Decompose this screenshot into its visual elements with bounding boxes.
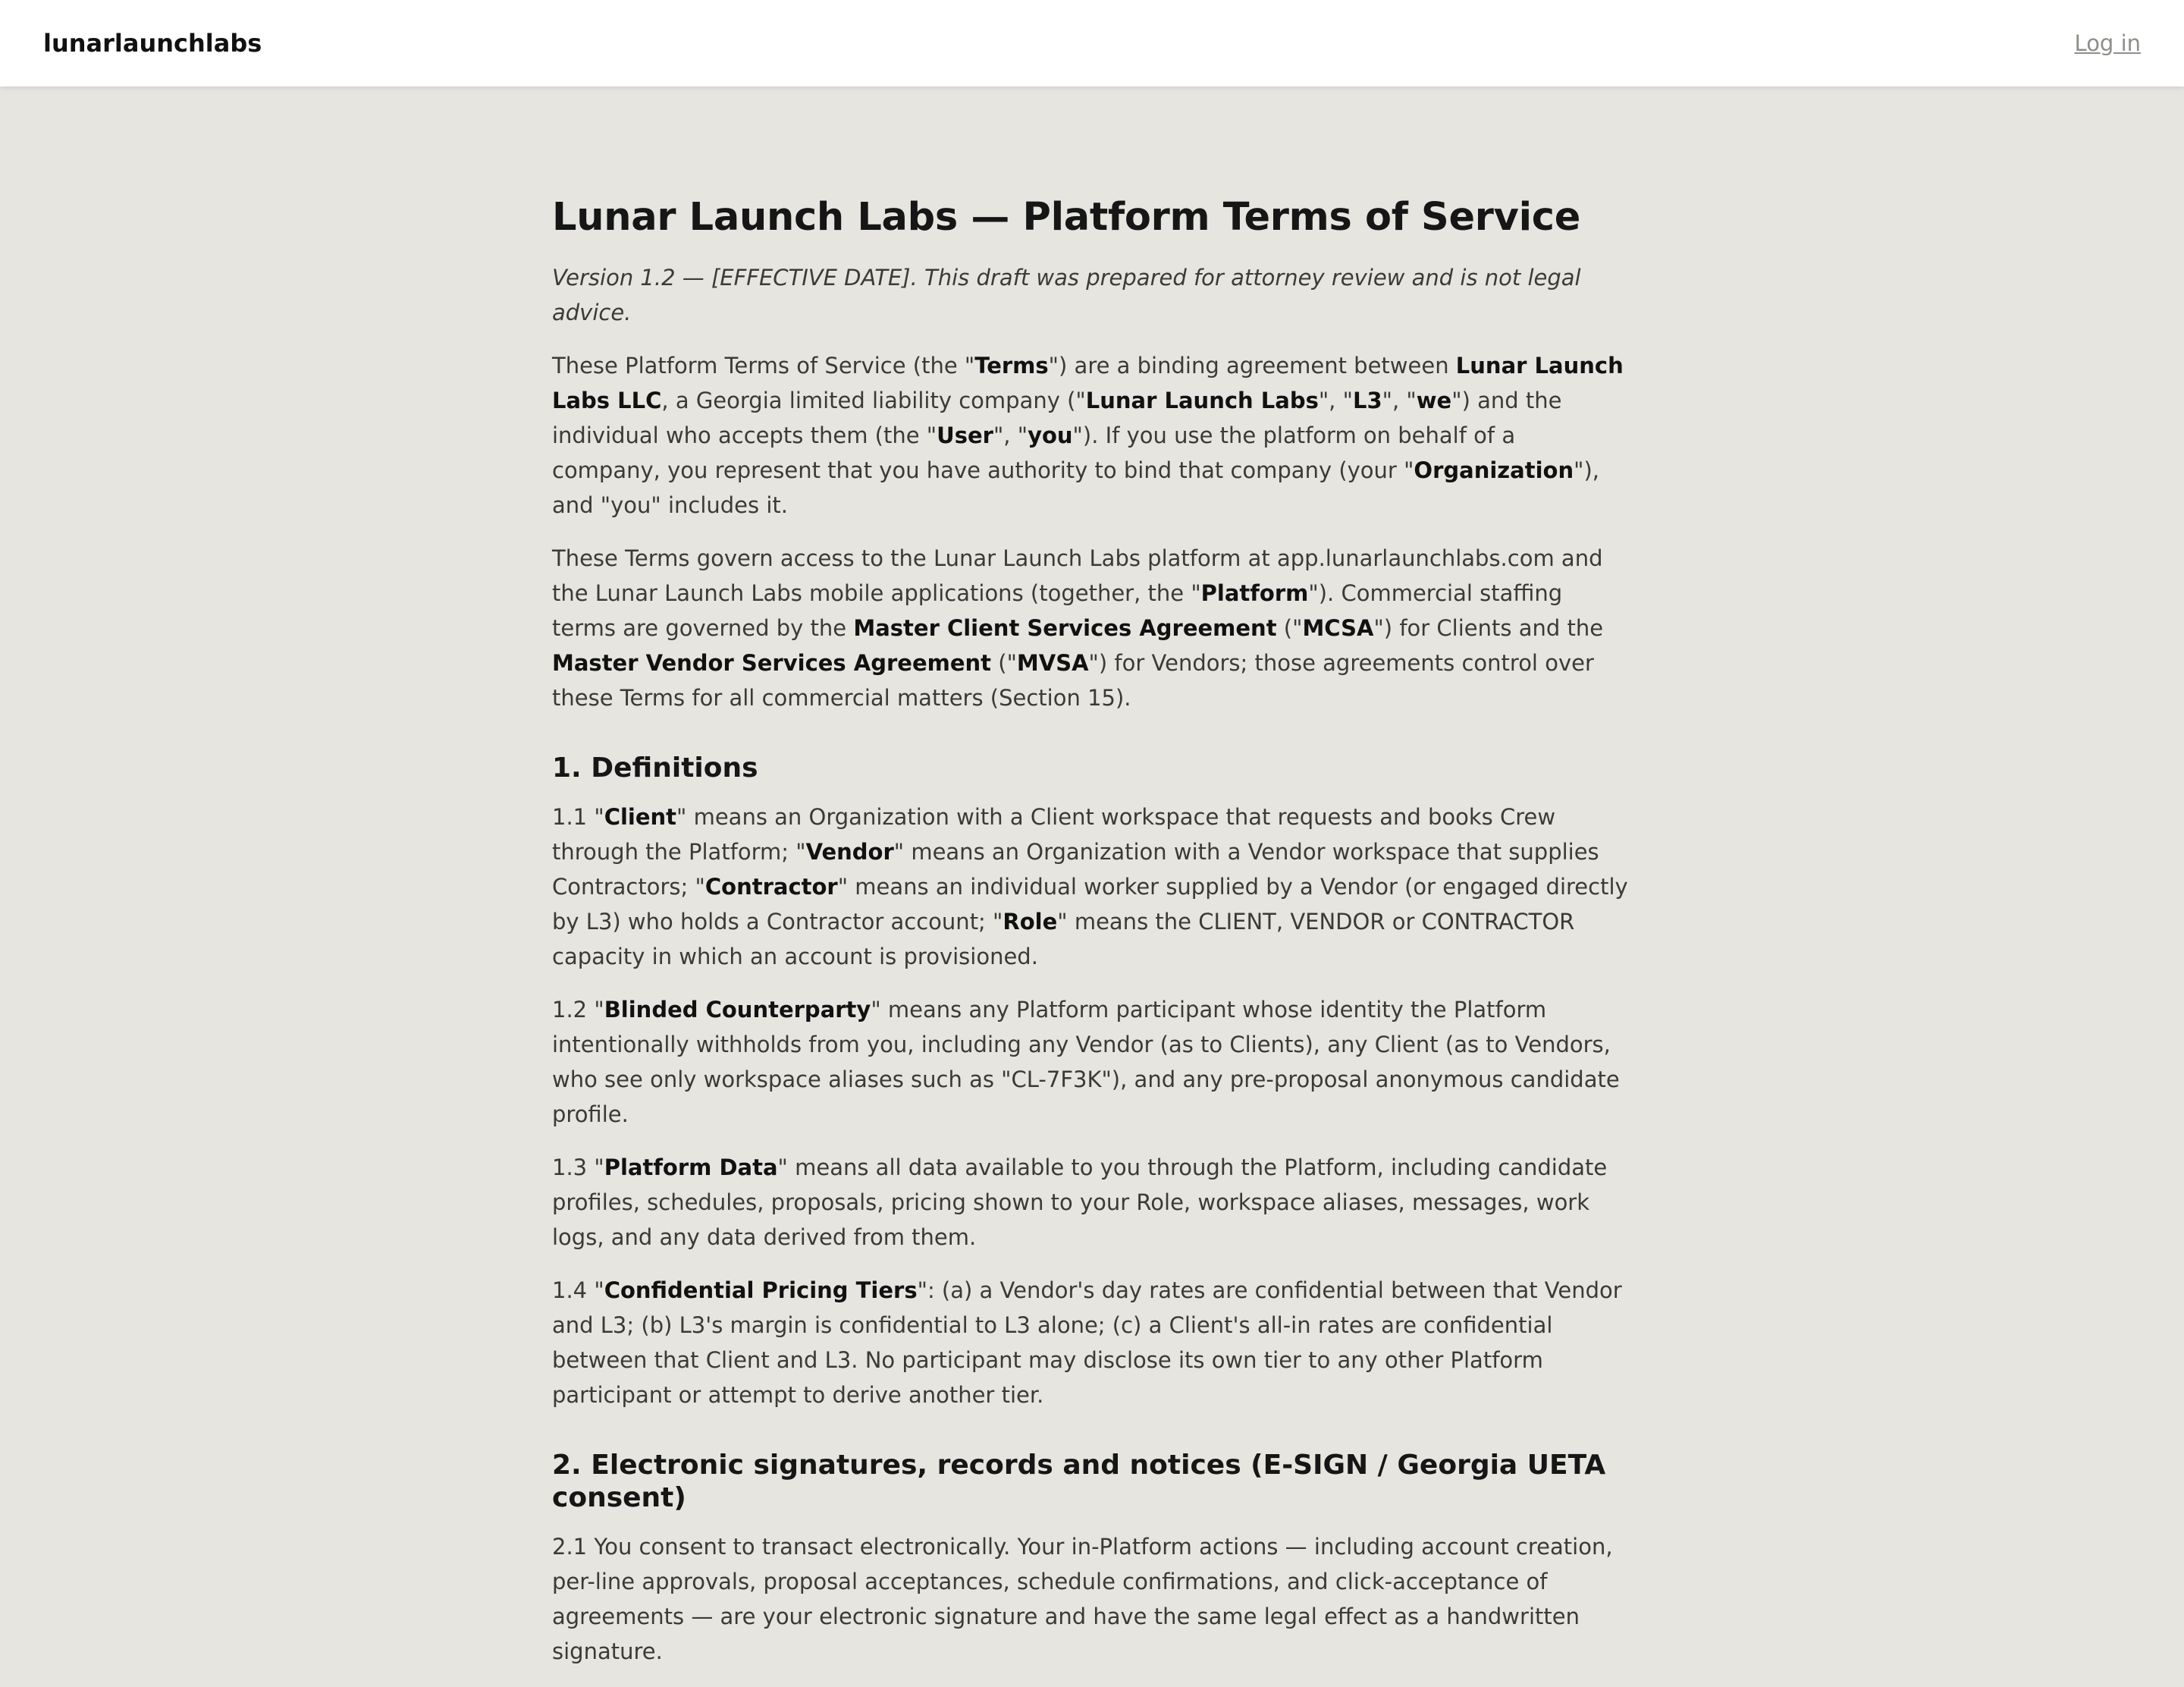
defined-term: MVSA bbox=[1016, 649, 1089, 676]
login-link[interactable]: Log in bbox=[2074, 30, 2141, 56]
intro-paragraph: These Terms govern access to the Lunar Launch Labs platform at app.lunarlaunchlabs.com and the Lunar Launch Labs mobile applications (together, the "Platform"). Commercial staffing terms are governed by the Master Client Services Agreement ("MCSA") for Clients and the Master Vendor Services Agreement ("MVSA") for Vendors; those agreements control over these Terms for all commercial matters (Section 15). bbox=[552, 545, 1604, 711]
clause-paragraph: 2.1 You consent to transact electronically. Your in-Platform actions — including account creation, per-line approvals, proposal acceptances, schedule confirmations, and click-acceptance of agreements — are your electronic signature and have the same legal effect as a handwritten signature. bbox=[552, 1534, 1613, 1665]
defined-term: Client bbox=[604, 803, 677, 830]
intro-paragraph: These Platform Terms of Service (the "Terms") are a binding agreement between Lunar Launch Labs LLC, a Georgia limited liability company ("Lunar Launch Labs", "L3", "we") and the individual who accepts them (the "User", "you"). If you use the platform on behalf of a company, you represent that you have authority to bind that company (your "Organization"), and "you" includes it. bbox=[552, 352, 1624, 518]
defined-term: Platform Data bbox=[604, 1154, 778, 1180]
clause-paragraph: 1.1 "Client" means an Organization with a Client workspace that requests and books Crew through the Platform; "Vendor" means an Organization with a Vendor workspace that supplies Contractors; "Contractor" means an individual worker supplied by a Vendor (or engaged directly by L3) who holds a Contractor account; "Role" means the CLIENT, VENDOR or CONTRACTOR capacity in which an account is provisioned. bbox=[552, 803, 1628, 969]
top-nav-bar bbox=[0, 0, 2184, 86]
brand-logo[interactable]: lunarlaunchlabs bbox=[43, 29, 262, 58]
defined-term: we bbox=[1416, 387, 1452, 413]
terms-section bbox=[552, 1449, 1630, 1669]
defined-term: User bbox=[937, 422, 993, 448]
defined-term: MCSA bbox=[1302, 614, 1374, 641]
defined-term: you bbox=[1028, 422, 1073, 448]
defined-term: Terms bbox=[974, 352, 1049, 379]
section-heading: 1. Definitions bbox=[552, 752, 758, 784]
clause-paragraph: 1.2 "Blinded Counterparty" means any Platform participant whose identity the Platform intentionally withholds from you, including any Vendor (as to Clients), any Client (as to Vendors, who see only workspace aliases such as "CL-7F3K"), and any pre-proposal anonymous candidate profile. bbox=[552, 996, 1620, 1127]
defined-term: Contractor bbox=[704, 873, 838, 900]
version-note: Version 1.2 — [EFFECTIVE DATE]. This draft was prepared for attorney review and is not legal advice. bbox=[552, 264, 1581, 325]
intro-section bbox=[552, 348, 1630, 715]
section-heading: 2. Electronic signatures, records and notices (E-SIGN / Georgia UETA consent) bbox=[552, 1449, 1606, 1514]
clause-paragraph: 1.4 "Confidential Pricing Tiers": (a) a Vendor's day rates are confidential between that Vendor and L3; (b) L3's margin is confidential to L3 alone; (c) a Client's all-in rates are confidential between that Client and L3. No participant may disclose its own tier to any other Platform participant or attempt to derive another tier. bbox=[552, 1277, 1622, 1408]
defined-term: Confidential Pricing Tiers bbox=[604, 1277, 918, 1303]
sections-container bbox=[552, 752, 1630, 1670]
defined-term: Lunar Launch Labs bbox=[1085, 387, 1319, 413]
defined-term: L3 bbox=[1352, 387, 1382, 413]
page-title: Lunar Launch Labs — Platform Terms of Service bbox=[552, 195, 1580, 240]
terms-section bbox=[552, 752, 1630, 1412]
defined-term: Organization bbox=[1414, 457, 1574, 483]
defined-term: Vendor bbox=[805, 838, 894, 865]
defined-term: Blinded Counterparty bbox=[604, 996, 871, 1023]
defined-term: Role bbox=[1003, 908, 1058, 935]
defined-term: Master Vendor Services Agreement bbox=[552, 649, 992, 676]
defined-term: Lunar Launch Labs LLC bbox=[552, 352, 1624, 413]
terms-document bbox=[552, 196, 1630, 1687]
defined-term: Master Client Services Agreement bbox=[853, 614, 1277, 641]
clause-paragraph: 1.3 "Platform Data" means all data available to you through the Platform, including candidate profiles, schedules, proposals, pricing shown to your Role, workspace aliases, messages, work logs, and any data derived from them. bbox=[552, 1154, 1608, 1250]
defined-term: Platform bbox=[1200, 580, 1309, 606]
